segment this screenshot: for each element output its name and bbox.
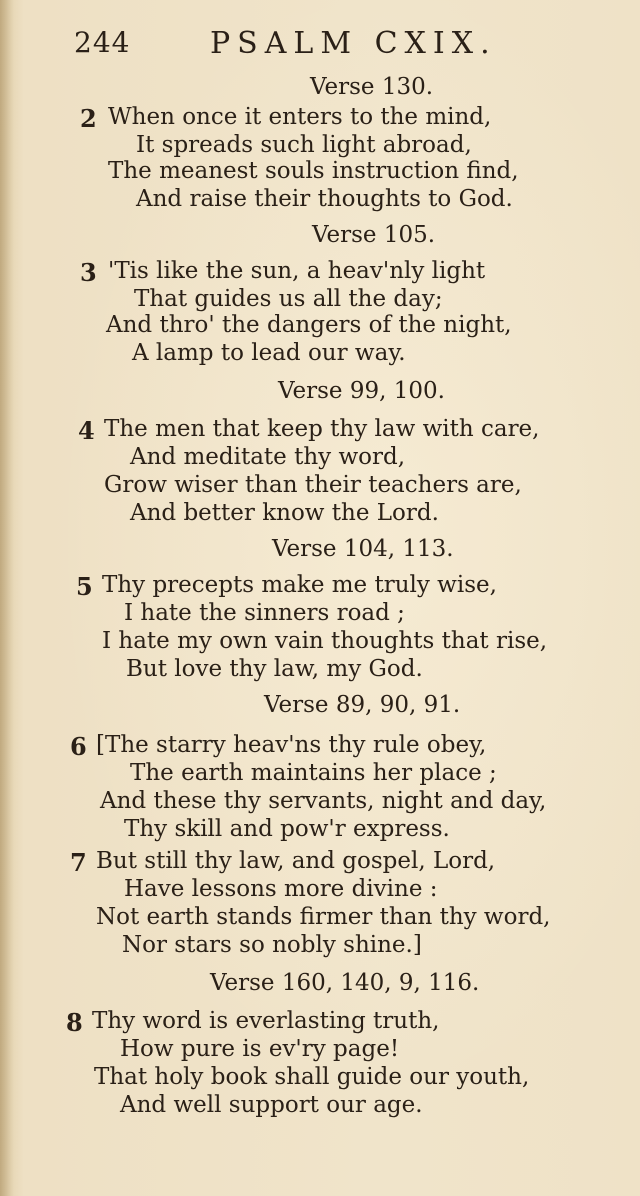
stanza-line: Have lessons more divine : (124, 876, 438, 902)
stanza-line: And better know the Lord. (130, 500, 439, 526)
stanza-line: Thy precepts make me truly wise, (102, 572, 497, 598)
stanza-line: That guides us all the day; (134, 286, 443, 312)
stanza-number: 2 (80, 104, 97, 133)
stanza-line: When once it enters to the mind, (108, 104, 492, 130)
stanza-line: I hate the sinners road ; (124, 600, 405, 626)
verse-heading: Verse 104, 113. (272, 536, 454, 562)
stanza-line: A lamp to lead our way. (132, 340, 406, 366)
stanza-number: 7 (70, 848, 87, 877)
verse-heading: Verse 89, 90, 91. (264, 692, 461, 718)
stanza-line: The earth maintains her place ; (130, 760, 497, 786)
stanza-line: But still thy law, and gospel, Lord, (96, 848, 496, 874)
stanza-line: 'Tis like the sun, a heav'nly light (108, 258, 486, 284)
stanza-line: The meanest souls instruction find, (108, 158, 519, 184)
stanza-line: I hate my own vain thoughts that rise, (102, 628, 548, 654)
stanza-line: And thro' the dangers of the night, (106, 312, 512, 338)
stanza-line: That holy book shall guide our youth, (94, 1064, 530, 1090)
verse-heading: Verse 130. (310, 74, 434, 100)
stanza-line: Nor stars so nobly shine.] (122, 932, 422, 958)
stanza-line: But love thy law, my God. (126, 656, 423, 682)
stanza-line: Not earth stands firmer than thy word, (96, 904, 551, 930)
stanza-line: The men that keep thy law with care, (104, 416, 540, 442)
stanza-line: It spreads such light abroad, (136, 132, 472, 158)
stanza-number: 6 (70, 732, 87, 761)
stanza-line: How pure is ev'ry page! (120, 1036, 400, 1062)
stanza-line: Grow wiser than their teachers are, (104, 472, 522, 498)
verse-heading: Verse 105. (312, 222, 436, 248)
running-head: PSALM CXIX. (210, 26, 497, 61)
stanza-number: 8 (66, 1008, 83, 1037)
stanza-number: 3 (80, 258, 97, 287)
stanza-line: And these thy servants, night and day, (100, 788, 547, 814)
stanza-line: [The starry heav'ns thy rule obey, (96, 732, 487, 758)
page-header (74, 26, 500, 70)
stanza-line: Thy word is everlasting truth, (92, 1008, 440, 1034)
stanza-line: And raise their thoughts to God. (136, 186, 513, 212)
stanza-line: Thy skill and pow'r express. (124, 816, 450, 842)
stanza-number: 4 (78, 416, 95, 445)
stanza-line: And meditate thy word, (130, 444, 406, 470)
stanza-line: And well support our age. (120, 1092, 423, 1118)
stanza-number: 5 (76, 572, 93, 601)
page-number: 244 (74, 26, 131, 59)
verse-heading: Verse 160, 140, 9, 116. (210, 970, 480, 996)
verse-heading: Verse 99, 100. (278, 378, 445, 404)
